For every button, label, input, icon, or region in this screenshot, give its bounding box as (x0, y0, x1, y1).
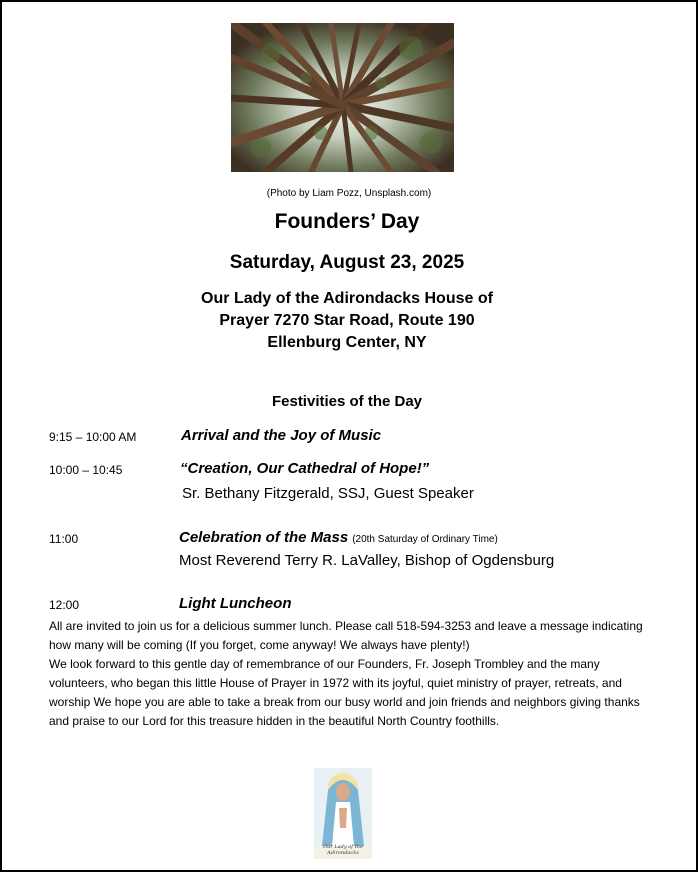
photo-caption: (Photo by Liam Pozz, Unsplash.com) (266, 188, 432, 199)
address-line-3: Ellenburg Center, NY (267, 334, 427, 351)
schedule-time: 12:00 (49, 598, 80, 612)
schedule-note: (20th Saturday of Ordinary Time) (352, 534, 498, 545)
schedule-detail: Sr. Bethany Fitzgerald, SSJ, Guest Speaker (182, 485, 474, 502)
forest-canopy-photo (231, 23, 454, 172)
paragraph-remembrance: We look forward to this gentle day of remembrance of our Founders, Fr. Joseph Trombley and the many volunteers, who began this little House of Prayer in 1972 with its joyful, quiet ministry of prayer, retreats, and worship We hope you are able to take a break from our busy world and join friends and neighbors giving thanks and praise to our Lord for this treasure hidden in the beautiful North Country foothills. (49, 657, 640, 728)
schedule-time: 11:00 (49, 532, 79, 546)
paragraph-invitation: All are invited to join us for a delicious summer lunch. Please call 518-594-3253 and leave a message indicating how many will be coming (If you forget, come anyway! We always have plenty!) (49, 619, 643, 652)
event-date: Saturday, August 23, 2025 (229, 252, 465, 273)
schedule-title: Arrival and the Joy of Music (181, 427, 382, 444)
schedule-title: Light Luncheon (179, 595, 292, 612)
festivities-heading: Festivities of the Day (271, 393, 423, 410)
schedule-title-text: Celebration of the Mass (179, 529, 349, 546)
schedule-title (179, 529, 498, 546)
image-inscription: Our Lady of the Adirondacks (323, 844, 363, 856)
address-line-1: Our Lady of the Adirondacks House of (201, 290, 493, 307)
address-line-2: Prayer 7270 Star Road, Route 190 (219, 312, 475, 329)
schedule-time: 10:00 – 10:45 (49, 463, 123, 477)
schedule-title: “Creation, Our Cathedral of Hope!” (180, 460, 430, 477)
luncheon-description (49, 617, 649, 731)
schedule-detail: Most Reverend Terry R. LaValley, Bishop of Ogdensburg (179, 552, 555, 569)
event-address (2, 288, 692, 354)
page-title: Founders’ Day (274, 210, 420, 233)
our-lady-icon-image (314, 768, 372, 859)
schedule-time: 9:15 – 10:00 AM (49, 430, 137, 444)
tree-canopy-icon (231, 23, 454, 172)
